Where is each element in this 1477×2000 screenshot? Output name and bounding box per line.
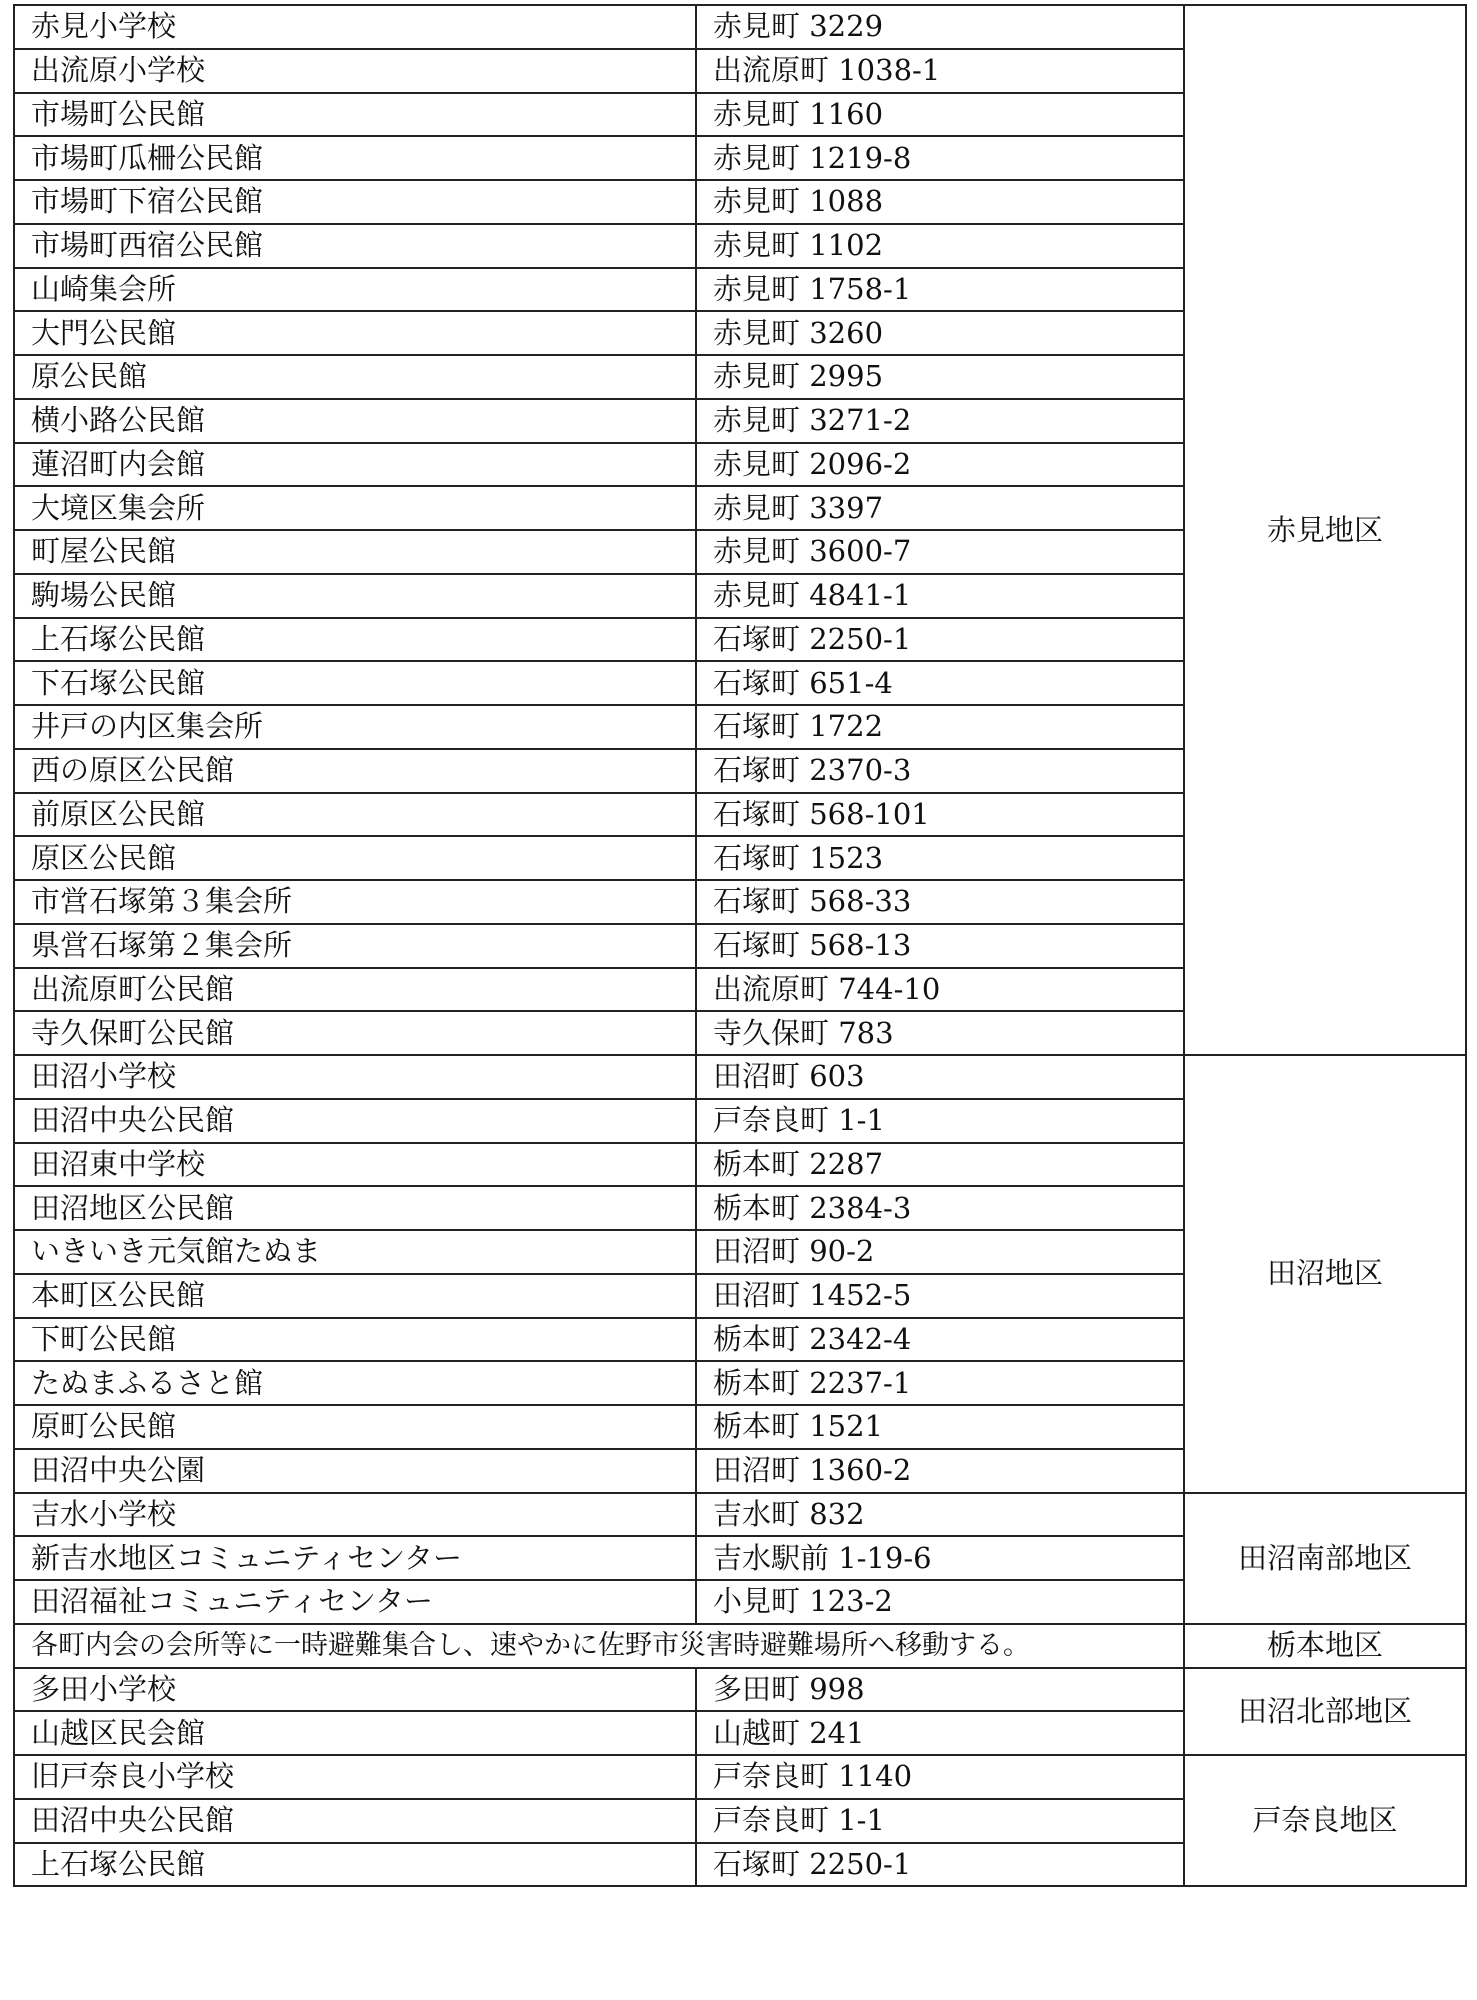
facility-address: 赤見町 1219-8	[696, 136, 1184, 180]
facility-name: 横小路公民館	[14, 399, 696, 443]
facility-name: 駒場公民館	[14, 574, 696, 618]
facility-address: 栃本町 2287	[696, 1143, 1184, 1187]
facility-address: 石塚町 568-13	[696, 924, 1184, 968]
facility-name: 町屋公民館	[14, 530, 696, 574]
facility-name: 田沼地区公民館	[14, 1186, 696, 1230]
facility-address: 田沼町 90-2	[696, 1230, 1184, 1274]
facility-name: 吉水小学校	[14, 1493, 696, 1537]
facility-name: 前原区公民館	[14, 793, 696, 837]
facility-name: 井戸の内区集会所	[14, 705, 696, 749]
facility-address: 吉水駅前 1-19-6	[696, 1536, 1184, 1580]
facility-address: 赤見町 1102	[696, 224, 1184, 268]
evacuation-site-table-body	[14, 5, 1466, 1886]
facility-name: 市場町下宿公民館	[14, 180, 696, 224]
facility-name: 田沼小学校	[14, 1055, 696, 1099]
facility-address: 戸奈良町 1140	[696, 1755, 1184, 1799]
facility-name: 原町公民館	[14, 1405, 696, 1449]
facility-name: 田沼東中学校	[14, 1143, 696, 1187]
table-row	[14, 1493, 1466, 1537]
facility-address: 出流原町 744-10	[696, 968, 1184, 1012]
facility-name: 下石塚公民館	[14, 661, 696, 705]
facility-name: 大境区集会所	[14, 486, 696, 530]
facility-address: 吉水町 832	[696, 1493, 1184, 1537]
facility-address: 出流原町 1038-1	[696, 49, 1184, 93]
facility-address: 赤見町 3260	[696, 311, 1184, 355]
facility-address: 石塚町 2250-1	[696, 1843, 1184, 1887]
facility-name: 下町公民館	[14, 1318, 696, 1362]
facility-address: 赤見町 3600-7	[696, 530, 1184, 574]
facility-address: 田沼町 1360-2	[696, 1449, 1184, 1493]
facility-address: 石塚町 1722	[696, 705, 1184, 749]
district-label: 栃本地区	[1184, 1624, 1466, 1668]
facility-name: 市場町公民館	[14, 93, 696, 137]
district-label: 田沼地区	[1184, 1055, 1466, 1493]
facility-name: 田沼中央公園	[14, 1449, 696, 1493]
facility-address: 戸奈良町 1-1	[696, 1799, 1184, 1843]
facility-name: 原区公民館	[14, 836, 696, 880]
facility-address: 栃本町 1521	[696, 1405, 1184, 1449]
facility-address: 赤見町 1160	[696, 93, 1184, 137]
district-label: 赤見地区	[1184, 5, 1466, 1055]
facility-name: 原公民館	[14, 355, 696, 399]
facility-address: 赤見町 3229	[696, 5, 1184, 49]
facility-address: 田沼町 1452-5	[696, 1274, 1184, 1318]
facility-address: 石塚町 2250-1	[696, 618, 1184, 662]
facility-name: 出流原小学校	[14, 49, 696, 93]
district-note-row	[14, 1624, 1466, 1668]
facility-name: 市場町瓜柵公民館	[14, 136, 696, 180]
facility-address: 石塚町 1523	[696, 836, 1184, 880]
facility-name: 田沼中央公民館	[14, 1099, 696, 1143]
facility-address: 栃本町 2342-4	[696, 1318, 1184, 1362]
facility-name: 上石塚公民館	[14, 1843, 696, 1887]
facility-name: 田沼福祉コミュニティセンター	[14, 1580, 696, 1624]
facility-address: 戸奈良町 1-1	[696, 1099, 1184, 1143]
facility-address: 赤見町 3397	[696, 486, 1184, 530]
table-row	[14, 1055, 1466, 1099]
facility-address: 赤見町 1088	[696, 180, 1184, 224]
facility-address: 石塚町 568-33	[696, 880, 1184, 924]
facility-address: 寺久保町 783	[696, 1011, 1184, 1055]
facility-name: 新吉水地区コミュニティセンター	[14, 1536, 696, 1580]
facility-address: 石塚町 651-4	[696, 661, 1184, 705]
facility-name: 山崎集会所	[14, 268, 696, 312]
facility-name: いきいき元気館たぬま	[14, 1230, 696, 1274]
facility-address: 田沼町 603	[696, 1055, 1184, 1099]
facility-name: 蓮沼町内会館	[14, 443, 696, 487]
facility-name: 市場町西宿公民館	[14, 224, 696, 268]
facility-name: 多田小学校	[14, 1668, 696, 1712]
facility-name: 大門公民館	[14, 311, 696, 355]
facility-name: 赤見小学校	[14, 5, 696, 49]
table-row	[14, 1755, 1466, 1799]
facility-name: 上石塚公民館	[14, 618, 696, 662]
table-row	[14, 5, 1466, 49]
district-label: 田沼南部地区	[1184, 1493, 1466, 1624]
facility-address: 小見町 123-2	[696, 1580, 1184, 1624]
facility-name: 寺久保町公民館	[14, 1011, 696, 1055]
facility-name: 本町区公民館	[14, 1274, 696, 1318]
facility-address: 赤見町 4841-1	[696, 574, 1184, 618]
facility-name: 西の原区公民館	[14, 749, 696, 793]
facility-address: 赤見町 1758-1	[696, 268, 1184, 312]
facility-address: 栃本町 2237-1	[696, 1361, 1184, 1405]
facility-name: 出流原町公民館	[14, 968, 696, 1012]
facility-name: 旧戸奈良小学校	[14, 1755, 696, 1799]
facility-name: 県営石塚第２集会所	[14, 924, 696, 968]
facility-address: 赤見町 3271-2	[696, 399, 1184, 443]
district-label: 戸奈良地区	[1184, 1755, 1466, 1886]
facility-name: たぬまふるさと館	[14, 1361, 696, 1405]
facility-address: 石塚町 2370-3	[696, 749, 1184, 793]
facility-address: 石塚町 568-101	[696, 793, 1184, 837]
evacuation-site-table	[13, 4, 1467, 1887]
facility-name: 市営石塚第３集会所	[14, 880, 696, 924]
facility-name: 山越区民会館	[14, 1711, 696, 1755]
facility-address: 赤見町 2995	[696, 355, 1184, 399]
facility-address: 栃本町 2384-3	[696, 1186, 1184, 1230]
facility-name: 田沼中央公民館	[14, 1799, 696, 1843]
facility-address: 山越町 241	[696, 1711, 1184, 1755]
district-note: 各町内会の会所等に一時避難集合し、速やかに佐野市災害時避難場所へ移動する。	[14, 1624, 1184, 1668]
district-label: 田沼北部地区	[1184, 1668, 1466, 1756]
facility-address: 多田町 998	[696, 1668, 1184, 1712]
table-row	[14, 1668, 1466, 1712]
facility-address: 赤見町 2096-2	[696, 443, 1184, 487]
